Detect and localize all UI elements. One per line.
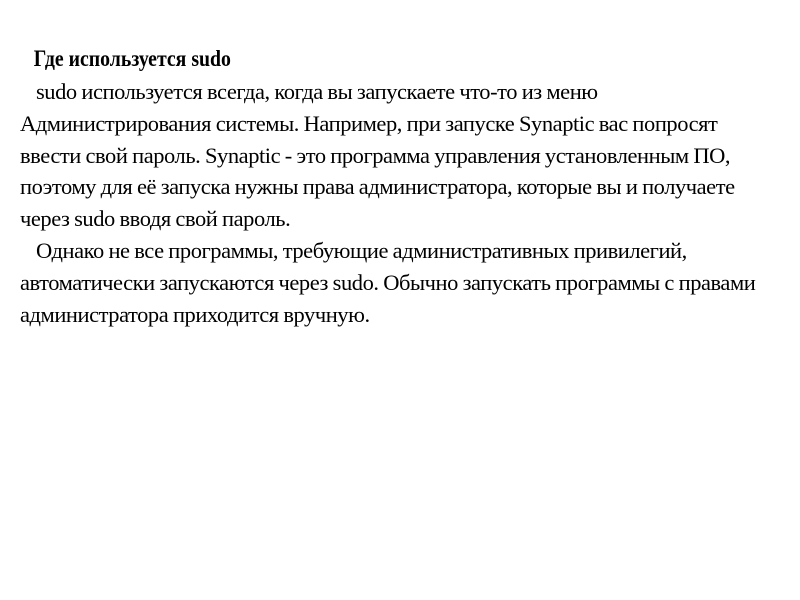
paragraph-manual-launch: Однако не все программы, требующие административных привилегий, автоматически запускаются через sudo. Обычно запускать программы с правами администратора приходится вручную.	[20, 237, 756, 327]
paragraph-sudo-usage: sudo используется всегда, когда вы запускаете что-то из меню Администрирования системы. Например, при запуске Synaptic вас попросят ввести свой пароль. Synaptic - это программа управления установленным ПО, поэтому для её запуска нужны права администратора, которые вы и получаете через sudo вводя свой пароль.	[20, 79, 735, 232]
slide-heading: Где используется sudo	[33, 46, 231, 71]
